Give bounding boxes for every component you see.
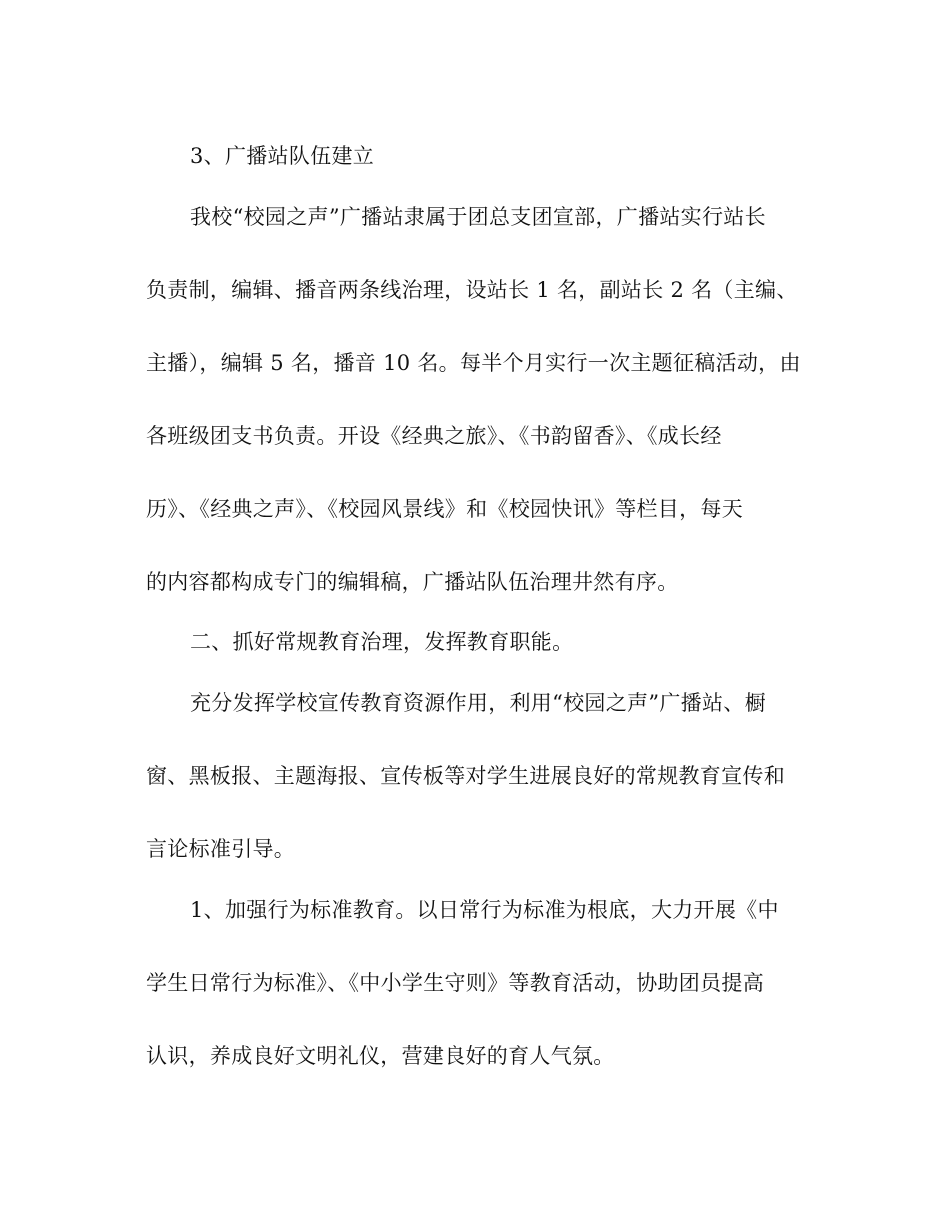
paragraph-line: 各班级团支书负责。开设《经典之旅》、《书韵留香》、《成长经 xyxy=(146,424,722,448)
section-heading-routine-education: 二、抓好常规教育治理，发挥教育职能。 xyxy=(190,630,574,654)
paragraph-line: 充分发挥学校宣传教育资源作用，利用“校园之声”广播站、橱 xyxy=(190,691,766,715)
paragraph-line: 窗、黑板报、主题海报、宣传板等对学生进展良好的常规教育宣传和 xyxy=(146,764,785,788)
paragraph-line: 言论标准引导。 xyxy=(146,837,296,861)
paragraph-line: 的内容都构成专门的编辑稿，广播站队伍治理井然有序。 xyxy=(146,570,679,594)
section-heading-broadcast-team: 3、广播站队伍建立 xyxy=(190,144,375,168)
paragraph-line: 主播），编辑 5 名，播音 10 名。每半个月实行一次主题征稿活动，由 xyxy=(146,351,801,375)
paragraph-line: 1、加强行为标准教育。以日常行为标准为根底，大力开展《中 xyxy=(190,898,779,922)
paragraph-line: 我校“校园之声”广播站隶属于团总支团宣部，广播站实行站长 xyxy=(190,205,766,229)
paragraph-line: 学生日常行为标准》、《中小学生守则》等教育活动，协助团员提高 xyxy=(146,971,764,995)
paragraph-line: 负责制，编辑、播音两条线治理，设站长 1 名，副站长 2 名（主编、 xyxy=(146,278,798,302)
paragraph-line: 认识，养成良好文明礼仪，营建良好的育人气氛。 xyxy=(146,1044,615,1068)
paragraph-line: 历》、《经典之声》、《校园风景线》和《校园快讯》等栏目，每天 xyxy=(146,497,743,521)
